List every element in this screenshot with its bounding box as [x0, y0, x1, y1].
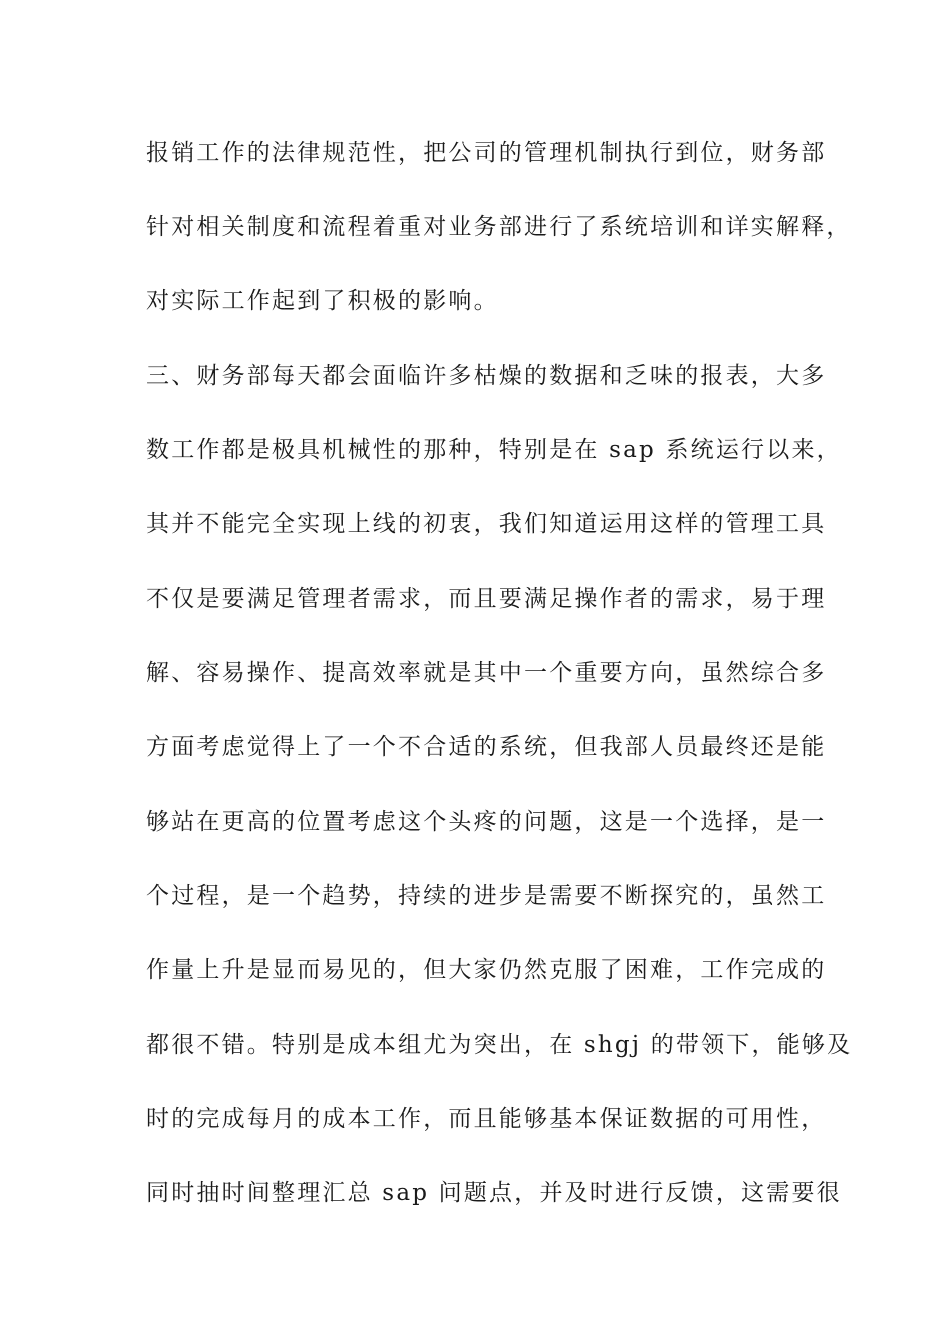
paragraph-line: 不仅是要满足管理者需求，而且要满足操作者的需求，易于理	[146, 586, 827, 612]
paragraph-line: 时的完成每月的成本工作，而且能够基本保证数据的可用性，	[146, 1106, 827, 1132]
paragraph-line: 够站在更高的位置考虑这个头疼的问题，这是一个选择，是一	[146, 809, 827, 835]
paragraph-line: 对实际工作起到了积极的影响。	[146, 288, 499, 314]
paragraph-line: 解、容易操作、提高效率就是其中一个重要方向，虽然综合多	[146, 660, 827, 686]
paragraph-line: 针对相关制度和流程着重对业务部进行了系统培训和详实解释，	[146, 214, 852, 240]
paragraph-line: 三、财务部每天都会面临许多枯燥的数据和乏味的报表，大多	[146, 363, 827, 389]
paragraph-line: 数工作都是极具机械性的那种，特别是在 sap 系统运行以来，	[146, 437, 842, 463]
paragraph-line: 报销工作的法律规范性，把公司的管理机制执行到位，财务部	[146, 140, 827, 166]
paragraph-line: 作量上升是显而易见的，但大家仍然克服了困难，工作完成的	[146, 957, 827, 983]
paragraph-line: 同时抽时间整理汇总 sap 问题点，并及时进行反馈，这需要很	[146, 1180, 842, 1206]
paragraph-line: 个过程，是一个趋势，持续的进步是需要不断探究的，虽然工	[146, 883, 827, 909]
paragraph-line: 其并不能完全实现上线的初衷，我们知道运用这样的管理工具	[146, 511, 827, 537]
paragraph-line: 方面考虑觉得上了一个不合适的系统，但我部人员最终还是能	[146, 734, 827, 760]
paragraph-line: 都很不错。特别是成本组尤为突出，在 shgj 的带领下，能够及	[146, 1032, 853, 1058]
